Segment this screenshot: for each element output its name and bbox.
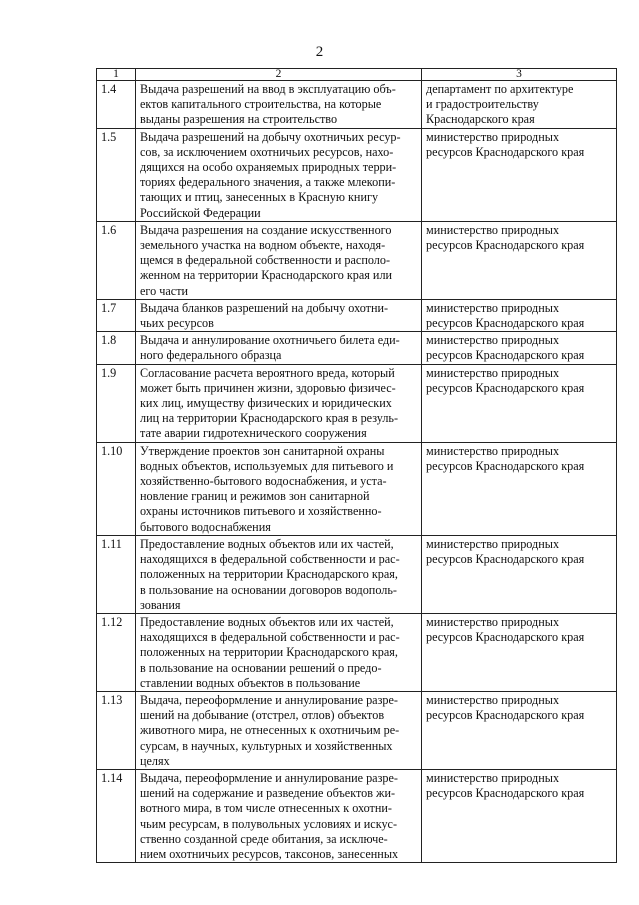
responsible-authority <box>422 364 617 442</box>
service-description <box>136 769 422 862</box>
row-number: 1.6 <box>97 221 136 299</box>
row-number: 1.8 <box>97 332 136 364</box>
service-line: Предоставление водных объектов или их частей, <box>140 614 394 629</box>
authority-line: министерство природных <box>426 333 560 348</box>
service-line: может быть причинен жизни, здоровью физичес- <box>140 380 396 395</box>
table-row <box>97 221 617 299</box>
service-line: в пользование на основании решений о предо- <box>140 660 382 675</box>
service-line: Согласование расчета вероятного вреда, который <box>140 365 395 380</box>
service-line: тате аварии гидротехнического сооружения <box>140 426 367 441</box>
row-number: 1.13 <box>97 691 136 769</box>
authority-line: ресурсов Краснодарского края <box>426 380 585 395</box>
service-line: щемся в федеральной собственности и располо- <box>140 253 391 268</box>
services-table <box>96 68 617 863</box>
row-number: 1.4 <box>97 81 136 129</box>
service-line: тающих и птиц, занесенных в Красную книгу <box>140 190 379 205</box>
service-description <box>136 299 422 331</box>
service-description <box>136 613 422 691</box>
authority-line: ресурсов Краснодарского края <box>426 238 585 253</box>
authority-line: министерство природных <box>426 614 560 629</box>
service-line: ного федерального образца <box>140 348 282 363</box>
table-row <box>97 442 617 535</box>
responsible-authority <box>422 221 617 299</box>
responsible-authority <box>422 128 617 221</box>
responsible-authority <box>422 613 617 691</box>
service-line: охраны источников питьевого и хозяйственно- <box>140 504 382 519</box>
authority-line: министерство природных <box>426 129 560 144</box>
service-line: хозяйственно-бытового водоснабжения, и уста- <box>140 474 387 489</box>
row-number: 1.5 <box>97 128 136 221</box>
authority-line: министерство природных <box>426 443 560 458</box>
service-description <box>136 442 422 535</box>
table-row <box>97 332 617 364</box>
service-description <box>136 81 422 129</box>
authority-line: министерство природных <box>426 365 560 380</box>
responsible-authority <box>422 299 617 331</box>
table-row <box>97 691 617 769</box>
authority-line: министерство природных <box>426 536 560 551</box>
service-line: ких лиц, имуществу физических и юридических <box>140 396 392 411</box>
authority-line: департамент по архитектуре <box>426 82 574 96</box>
service-line: дящихся на особо охраняемых природных терри- <box>140 160 397 175</box>
service-line: Выдача и аннулирование охотничьего билета еди- <box>140 333 400 348</box>
authority-line: ресурсов Краснодарского края <box>426 786 585 801</box>
row-number: 1.10 <box>97 442 136 535</box>
service-line: чьих ресурсов <box>140 316 214 331</box>
service-line: находящихся в федеральной собственности и рас- <box>140 630 400 645</box>
service-line: Выдача разрешений на добычу охотничьих ресур- <box>140 129 401 144</box>
authority-line: министерство природных <box>426 692 560 707</box>
header-col-1: 1 <box>97 69 136 81</box>
header-col-3: 3 <box>422 69 617 81</box>
authority-line: министерство природных <box>426 770 560 785</box>
page-number: 2 <box>315 44 324 60</box>
service-line: выданы разрешения на строительство <box>140 112 338 127</box>
row-number: 1.12 <box>97 613 136 691</box>
service-line: Выдача, переоформление и аннулирование разре- <box>140 770 398 785</box>
service-line: шений на содержание и разведение объектов жи- <box>140 786 396 801</box>
service-line: новление границ и режимов зон санитарной <box>140 489 370 504</box>
authority-line: ресурсов Краснодарского края <box>426 708 585 723</box>
service-line: Выдача, переоформление и аннулирование разре- <box>140 692 398 707</box>
authority-line: ресурсов Краснодарского края <box>426 348 585 363</box>
table-row <box>97 299 617 331</box>
service-line: земельного участка на водном объекте, находя- <box>140 238 386 253</box>
table-row <box>97 535 617 613</box>
service-description <box>136 535 422 613</box>
table-row <box>97 81 617 129</box>
table-row <box>97 613 617 691</box>
service-line: сурсам, в научных, культурных и хозяйственных <box>140 738 393 753</box>
service-line: чьим ресурсам, в полувольных условиях и искус- <box>140 816 398 831</box>
service-description <box>136 128 422 221</box>
header-col-2: 2 <box>136 69 422 81</box>
row-number: 1.14 <box>97 769 136 862</box>
service-line: его части <box>140 283 189 298</box>
service-line: сов, за исключением охотничьих ресурсов, нахо- <box>140 144 394 159</box>
responsible-authority <box>422 332 617 364</box>
service-line: шений на добывание (отстрел, отлов) объектов <box>140 708 385 723</box>
row-number: 1.7 <box>97 299 136 331</box>
authority-line: Краснодарского края <box>426 112 535 127</box>
service-line: Предоставление водных объектов или их частей, <box>140 536 394 551</box>
service-line: ториях федерального значения, а также млекопи- <box>140 175 396 190</box>
row-number: 1.9 <box>97 364 136 442</box>
service-line: зования <box>140 597 181 612</box>
table-row <box>97 128 617 221</box>
service-description <box>136 221 422 299</box>
table-header-row <box>97 69 617 81</box>
service-line: положенных на территории Краснодарского края, <box>140 645 398 660</box>
service-line: целях <box>140 753 170 768</box>
service-line: Выдача бланков разрешений на добычу охотни- <box>140 300 389 315</box>
service-line: лиц на территории Краснодарского края в резуль- <box>140 411 399 426</box>
service-line: Выдача разрешения на создание искусственного <box>140 222 392 237</box>
authority-line: и градостроительству <box>426 97 539 112</box>
service-line: вотного мира, в том числе отнесенных к охотни- <box>140 801 392 816</box>
authority-line: ресурсов Краснодарского края <box>426 552 585 567</box>
table-row <box>97 769 617 862</box>
responsible-authority <box>422 81 617 129</box>
service-line: Российской Федерации <box>140 205 261 220</box>
service-line: ставлении водных объектов в пользование <box>140 675 361 690</box>
service-line: положенных на территории Краснодарского края, <box>140 567 398 582</box>
row-number: 1.11 <box>97 535 136 613</box>
service-description <box>136 332 422 364</box>
service-line: бытового водоснабжения <box>140 519 271 534</box>
service-description <box>136 364 422 442</box>
responsible-authority <box>422 535 617 613</box>
service-line: ектов капитального строительства, на которые <box>140 97 382 112</box>
service-line: ственно созданной среде обитания, за исключе- <box>140 831 388 846</box>
table-row <box>97 364 617 442</box>
service-line: женном на территории Краснодарского края или <box>140 268 393 283</box>
authority-line: ресурсов Краснодарского края <box>426 630 585 645</box>
service-line: Выдача разрешений на ввод в эксплуатацию объ- <box>140 82 396 96</box>
authority-line: министерство природных <box>426 300 560 315</box>
service-line: водных объектов, используемых для питьевого и <box>140 458 394 473</box>
responsible-authority <box>422 442 617 535</box>
service-line: животного мира, не отнесенных к охотничьим ре- <box>140 723 400 738</box>
service-line: в пользование на основании договоров водополь- <box>140 582 397 597</box>
responsible-authority <box>422 691 617 769</box>
authority-line: ресурсов Краснодарского края <box>426 144 585 159</box>
service-line: Утверждение проектов зон санитарной охраны <box>140 443 385 458</box>
service-line: находящихся в федеральной собственности и рас- <box>140 552 400 567</box>
authority-line: министерство природных <box>426 222 560 237</box>
responsible-authority <box>422 769 617 862</box>
authority-line: ресурсов Краснодарского края <box>426 316 585 331</box>
service-description <box>136 691 422 769</box>
service-line: нием охотничьих ресурсов, таксонов, занесенных <box>140 846 399 861</box>
authority-line: ресурсов Краснодарского края <box>426 458 585 473</box>
